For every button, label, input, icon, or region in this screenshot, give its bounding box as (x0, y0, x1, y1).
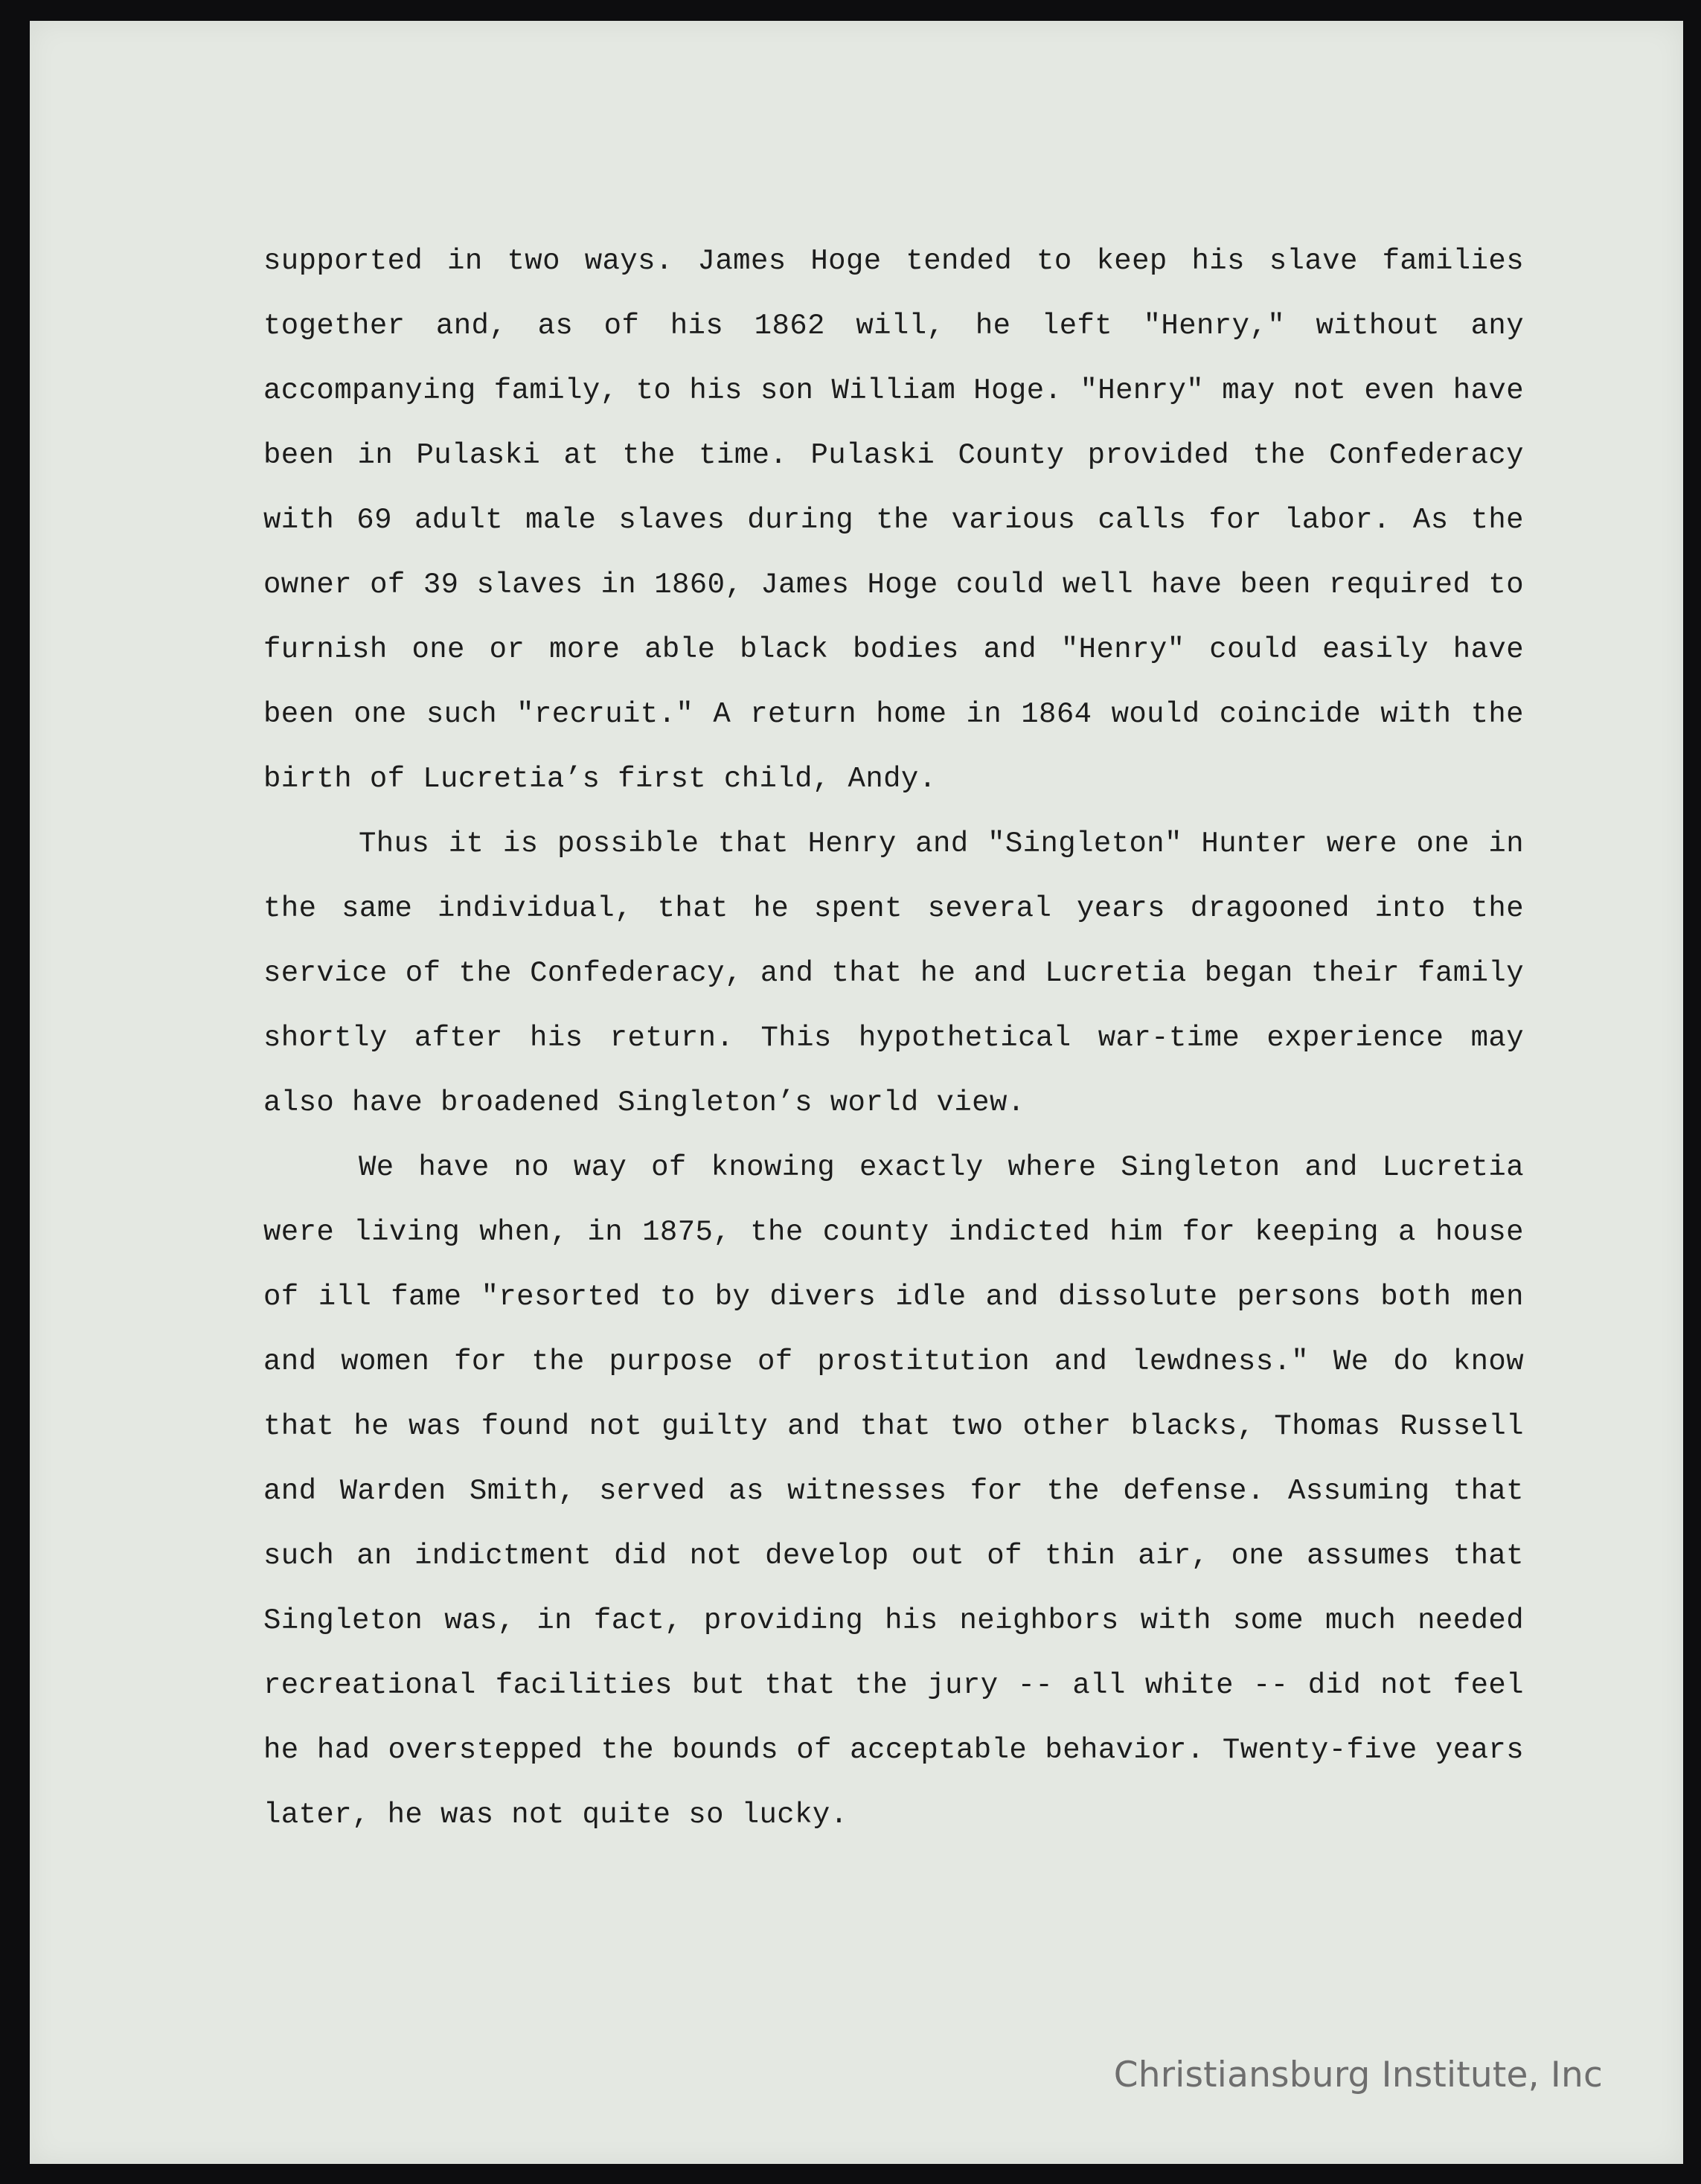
paragraph-henry-singleton: Thus it is possible that Henry and "Singleton" Hunter were one in the same individual, that he spent several years dragooned into the service of the Confederacy, and that he and Lucretia began their family shortly after his return. This hypothetical war-time experience may also have broadened Singleton’s world view. (263, 827, 1524, 1119)
paragraph-indictment: We have no way of knowing exactly where Singleton and Lucretia were living when, in 1875, the county indicted him for keeping a house of ill fame "resorted to by divers idle and dissolute persons both men and women for the purpose of prostitution and lewdness." We do know that he was found not guilty and that two other blacks, Thomas Russell and Warden Smith, served as witnesses for the defense. Assuming that such an indictment did not develop out of thin air, one assumes that Singleton was, in fact, providing his neighbors with some much needed recreational facilities but that the jury -- all white -- did not feel he had overstepped the bounds of acceptable behavior. Twenty-five years later, he was not quite so lucky. (263, 1151, 1524, 1831)
watermark: Christiansburg Institute, Inc (1113, 2055, 1603, 2095)
body-text (263, 229, 1524, 1848)
document-page (30, 21, 1683, 2164)
paragraph-continuation: supported in two ways. James Hoge tended to keep his slave families together and, as of his 1862 will, he left "Henry," without any accompanying family, to his son William Hoge. "Henry" may not even have been in Pulaski at the time. Pulaski County provided the Confederacy with 69 adult male slaves during the various calls for labor. As the owner of 39 slaves in 1860, James Hoge could well have been required to furnish one or more able black bodies and "Henry" could easily have been one such "recruit." A return home in 1864 would coincide with the birth of Lucretia’s first child, Andy. (263, 245, 1524, 795)
